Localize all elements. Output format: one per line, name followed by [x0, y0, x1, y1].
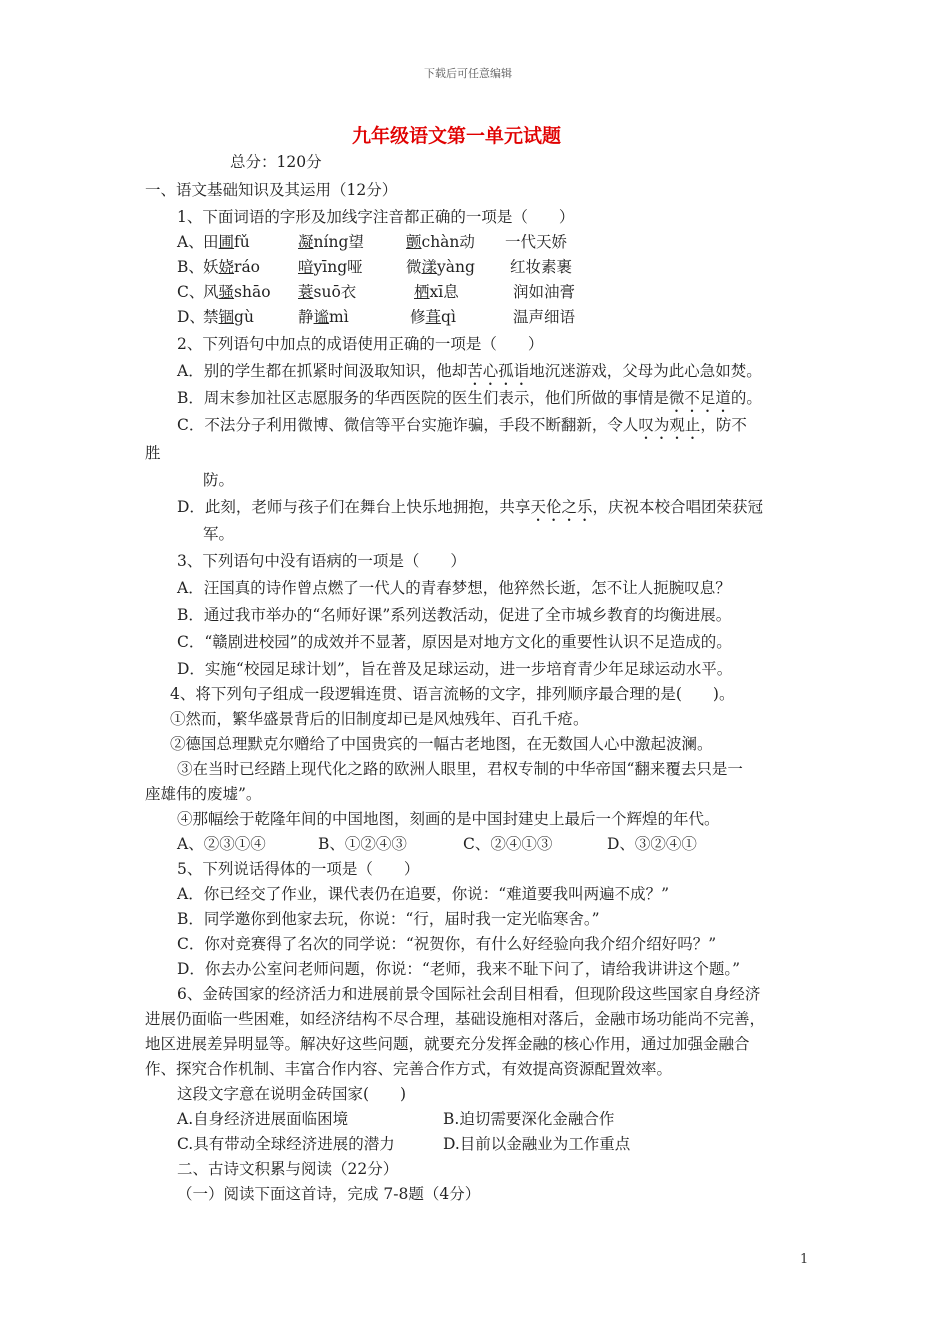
page-title: 九年级语文第一单元试题: [352, 125, 562, 147]
q4-sentence-1: ①然而，繁华盛景背后的旧制度却已是风烛残年、百孔千疮。: [170, 710, 589, 728]
q1-option-a-label: A、: [177, 233, 204, 251]
q1-option-d-word3: 修葺qì: [410, 308, 456, 326]
q6-option-d: D.目前以金融业为工作重点: [443, 1135, 631, 1153]
q3-stem: 3、下列语句中没有语病的一项是（ ）: [177, 552, 466, 570]
q1-option-a-word2: 凝níng望: [298, 233, 364, 251]
q4-sentence-4: ④那幅绘于乾隆年间的中国地图，刻画的是中国封建史上最后一个辉煌的年代。: [177, 810, 720, 828]
q4-option-d: D、③②④①: [607, 835, 697, 853]
q5-option-d: D．你去办公室问老师问题，你说：“老师，我来不耻下问了，请给我讲讲这个题。”: [177, 960, 741, 978]
q6-passage-line-3: 地区进展差异明显等。解决好这些问题，就要充分发挥金融的核心作用，通过加强金融合: [145, 1035, 750, 1053]
q2-option-a: A．别的学生都在抓紧时间汲取知识，他却苦心孤诣地沉迷游戏，父母为此心急如焚。: [177, 362, 762, 380]
q2-stem: 2、下列语句中加点的成语使用正确的一项是（ ）: [177, 335, 544, 353]
q3-option-d: D．实施“校园足球计划”，旨在普及足球运动，进一步培育青少年足球运动水平。: [177, 660, 733, 678]
q6-stem: 这段文字意在说明金砖国家( ): [177, 1085, 407, 1103]
q6-passage-line-2: 进展仍面临一些困难，如经济结构不尽合理，基础设施相对落后，金融市场功能尚不完善，: [145, 1010, 766, 1028]
q1-option-b-label: B、: [177, 258, 204, 276]
q3-option-b: B．通过我市举办的“名师好课”系列送教活动，促进了全市城乡教育的均衡进展。: [177, 606, 732, 624]
q1-option-a-word1: 田圃fǔ: [203, 233, 250, 251]
q4-option-b: B、①②④③: [318, 835, 407, 853]
q1-option-c-word1: 风骚shāo: [203, 283, 271, 301]
q6-option-b: B.迫切需要深化金融合作: [443, 1110, 615, 1128]
q1-option-d-word2: 静谧mì: [298, 308, 349, 326]
q6-passage-line-4: 作、探究合作机制、丰富合作内容、完善合作方式，有效提高资源配置效率。: [145, 1060, 673, 1078]
section-2-heading: 二、古诗文积累与阅读（22分）: [177, 1160, 399, 1178]
q1-option-a-word4: 一代天娇: [505, 233, 568, 251]
q6-option-a: A.自身经济进展面临困境: [177, 1110, 349, 1128]
q4-option-c: C、②④①③: [463, 835, 553, 853]
q4-sentence-2: ②德国总理默克尔赠给了中国贵宾的一幅古老地图，在无数国人心中激起波澜。: [170, 735, 713, 753]
q1-option-d-word1: 禁锢gù: [203, 308, 254, 326]
q4-sentence-3-wrap: 座雄伟的废墟”。: [145, 785, 262, 803]
section-1-heading: 一、语文基础知识及其运用（12分）: [145, 181, 398, 199]
q5-option-b: B．同学邀你到他家去玩，你说：“行，届时我一定光临寒舍。”: [177, 910, 600, 928]
q1-option-d-word4: 温声细语: [513, 308, 576, 326]
q5-option-a: A．你已经交了作业，课代表仍在追要，你说：“难道要我叫两遍不成？”: [177, 885, 670, 903]
total-score: 总分：120分: [230, 153, 322, 171]
q3-option-c: C．“赣剧进校园”的成效并不显著，原因是对地方文化的重要性认识不足造成的。: [177, 633, 732, 651]
q6-passage-line-1: 6、金砖国家的经济活力和进展前景令国际社会刮目相看，但现阶段这些国家自身经济: [177, 985, 761, 1003]
q2-option-c: C．不法分子利用微博、微信等平台实施诈骗，手段不断翻新，令人叹为观止，防不: [177, 416, 747, 434]
q1-option-b-word3: 微漾yàng: [406, 258, 475, 276]
q4-option-a: A、②③①④: [177, 835, 266, 853]
q1-option-d-label: D、: [177, 308, 205, 326]
q1-option-c-word4: 润如油膏: [513, 283, 576, 301]
q5-stem: 5、下列说话得体的一项是（ ）: [177, 860, 420, 878]
q1-option-a-word3: 颤chàn动: [406, 233, 475, 251]
q2-option-d: D．此刻，老师与孩子们在舞台上快乐地拥抱，共享天伦之乐，庆祝本校合唱团荣获冠: [177, 498, 763, 516]
subsection-1-heading: （一）阅读下面这首诗，完成 7-8题（4分）: [177, 1185, 481, 1203]
q1-option-c-word3: 栖xī息: [414, 283, 459, 301]
q2-option-c-wrap: 胜: [145, 444, 161, 462]
page-number: 1: [800, 1252, 809, 1267]
q4-sentence-3: ③在当时已经踏上现代化之路的欧洲人眼里，君权专制的中华帝国“翻来覆去只是一: [177, 760, 743, 778]
page-header: 下载后可任意编辑: [424, 67, 512, 80]
q1-option-c-word2: 蓑suō衣: [298, 283, 357, 301]
q2-option-c-wrap2: 防。: [203, 471, 235, 489]
q1-option-b-word4: 红妆素裹: [510, 258, 573, 276]
q2-option-d-wrap: 军。: [203, 525, 235, 543]
q5-option-c: C．你对竞赛得了名次的同学说：“祝贺你，有什么好经验向我介绍介绍好吗？”: [177, 935, 717, 953]
q1-option-c-label: C、: [177, 283, 205, 301]
q1-option-b-word1: 妖娆ráo: [203, 258, 261, 276]
q2-option-b: B．周末参加社区志愿服务的华西医院的医生们表示，他们所做的事情是微不足道的。: [177, 389, 762, 407]
q1-option-b-word2: 喑yīng哑: [298, 258, 363, 276]
q3-option-a: A．汪国真的诗作曾点燃了一代人的青春梦想，他猝然长逝，怎不让人扼腕叹息？: [177, 579, 731, 597]
q1-stem: 1、下面词语的字形及加线字注音都正确的一项是（ ）: [177, 208, 575, 226]
q4-stem: 4、将下列句子组成一段逻辑连贯、语言流畅的文字，排列顺序最合理的是( )。: [170, 685, 735, 703]
q6-option-c: C.具有带动全球经济进展的潜力: [177, 1135, 395, 1153]
